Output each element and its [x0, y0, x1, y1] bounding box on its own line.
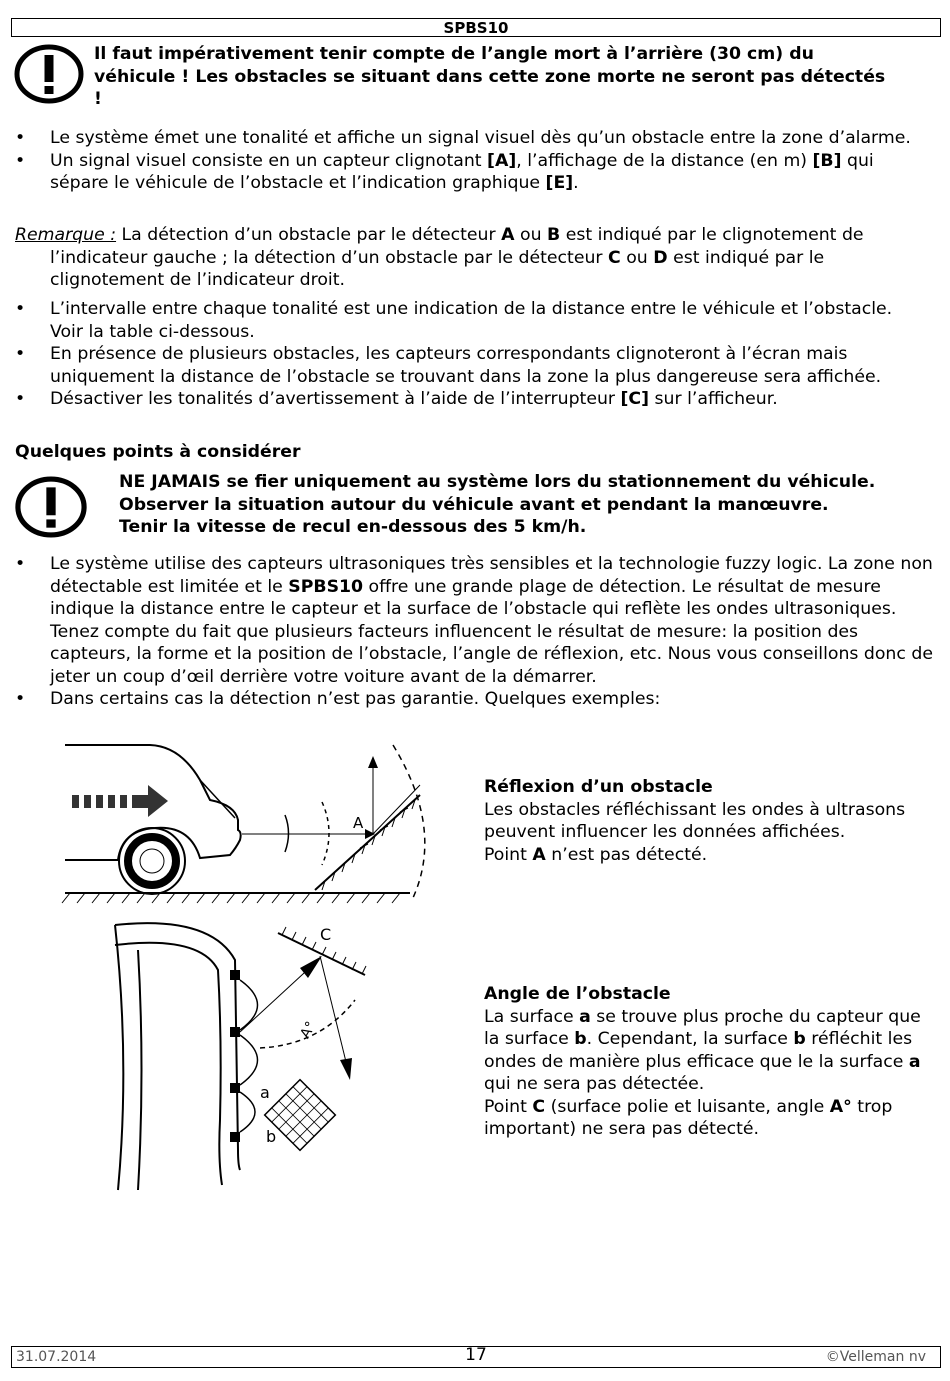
footer-copyright: ©Velleman nv: [825, 1349, 926, 1365]
list-item: • Le système émet une tonalité et affiche un signal visuel dès qu’un obstacle entre la zone d’alarme.: [15, 127, 930, 150]
caption-title: Angle de l’obstacle: [484, 984, 671, 1004]
exclamation-icon: [14, 44, 84, 104]
exclamation-icon: [14, 476, 88, 538]
page-number: 17: [465, 1345, 487, 1365]
angle-diagram: [110, 920, 380, 1200]
list-item: • L’intervalle entre chaque tonalité est une indication de la distance entre le véhicule et l’obstacle. Voir la table ci-dessous.: [15, 298, 930, 343]
caption-reflection: Réflexion d’un obstacle Les obstacles réfléchissant les ondes à ultrasons peuvent influencer les données affichées. Point A n’est pas détecté.: [484, 776, 939, 866]
bullet-list: [15, 298, 930, 411]
section-heading: Quelques points à considérer: [15, 442, 301, 462]
list-item: • En présence de plusieurs obstacles, les capteurs correspondants clignoteront à l’écran mais uniquement la distance de l’obstacle se trouvant dans la zone la plus dangereuse sera affichée.: [15, 343, 930, 388]
bullet-list: [15, 127, 930, 195]
list-item: • Un signal visuel consiste en un capteur clignotant [A], l’affichage de la distance (en m) [B] qui sépare le véhicule de l’obstacle et l’indication graphique [E].: [15, 150, 930, 195]
remark-label: Remarque :: [15, 225, 117, 245]
header-title: SPBS10: [11, 18, 941, 37]
label-c: C: [320, 925, 332, 944]
footer: [11, 1346, 941, 1368]
caption-title: Réflexion d’un obstacle: [484, 777, 713, 797]
footer-date: 31.07.2014: [16, 1349, 97, 1365]
remark-paragraph: Remarque : La détection d’un obstacle par le détecteur A ou B est indiqué par le clignotement de l’indicateur gauche ; la détection d’un obstacle par le détecteur C ou D est indiqué par le clignotement de l’indicateur droit.: [15, 225, 864, 290]
label-angle: A°: [297, 1018, 320, 1042]
label-a-point: A: [353, 814, 364, 832]
warning-text: NE JAMAIS se fier uniquement au système lors du stationnement du véhicule. Observer la situation autour du véhicule avant et pendant la manœuvre. Tenir la vitesse de recul en-dessous des 5 km/h.: [119, 472, 876, 537]
bullet-list: [15, 553, 935, 711]
list-item: • Dans certains cas la détection n’est pas garantie. Quelques exemples:: [15, 688, 935, 711]
list-item: • Le système utilise des capteurs ultrasoniques très sensibles et la technologie fuzzy logic. La zone non détectable est limitée et le SPBS10 offre une grande plage de détection. Le résultat de mesure indique la distance entre le capteur et la surface de l’obstacle qui reflète les ondes ultrasoniques. Tenez compte du fait que plusieurs facteurs influencent le résultat de mesure: la position des capteurs, la forme et la position de l’obstacle, l’angle de réflexion, etc. Nous vous conseillons donc de jeter un coup d’œil derrière votre voiture avant de la démarrer.: [15, 553, 935, 688]
label-b: b: [266, 1127, 277, 1146]
label-a: a: [260, 1083, 270, 1102]
reflection-diagram: [60, 740, 440, 910]
list-item: • Désactiver les tonalités d’avertissement à l’aide de l’interrupteur [C] sur l’afficheur.: [15, 388, 930, 411]
caption-angle: Angle de l’obstacle La surface a se trouve plus proche du capteur que la surface b. Cependant, la surface b réfléchit les ondes de manière plus efficace que le la surface a qui ne sera pas détectée. Point C (surface polie et luisante, angle A° trop important) ne sera pas détecté.: [484, 983, 939, 1141]
warning-text: Il faut impérativement tenir compte de l’angle mort à l’arrière (30 cm) du véhicule ! Les obstacles se situant dans cette zone morte ne seront pas détectés !: [94, 44, 886, 109]
